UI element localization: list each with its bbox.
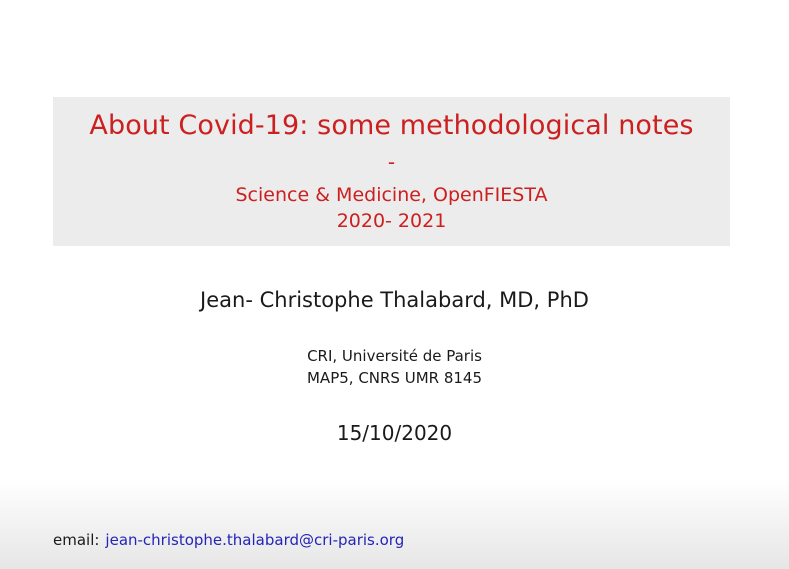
slide-years: 2020- 2021 xyxy=(336,210,447,232)
slide-title: About Covid-19: some methodological notes xyxy=(89,110,694,141)
affiliation-line-1: CRI, Université de Paris xyxy=(307,347,482,365)
presentation-date: 15/10/2020 xyxy=(336,421,453,445)
author-name: Jean- Christophe Thalabard, MD, PhD xyxy=(200,288,589,312)
footer-email xyxy=(53,530,404,550)
title-box xyxy=(53,97,730,246)
email-link[interactable]: jean-christophe.thalabard@cri-paris.org xyxy=(105,531,405,549)
footer-shade xyxy=(0,480,789,569)
email-label: email: xyxy=(53,531,100,549)
title-separator: - xyxy=(387,150,396,174)
slide-subtitle: Science & Medicine, OpenFIESTA xyxy=(235,184,548,206)
affiliation-line-2: MAP5, CNRS UMR 8145 xyxy=(306,369,483,387)
